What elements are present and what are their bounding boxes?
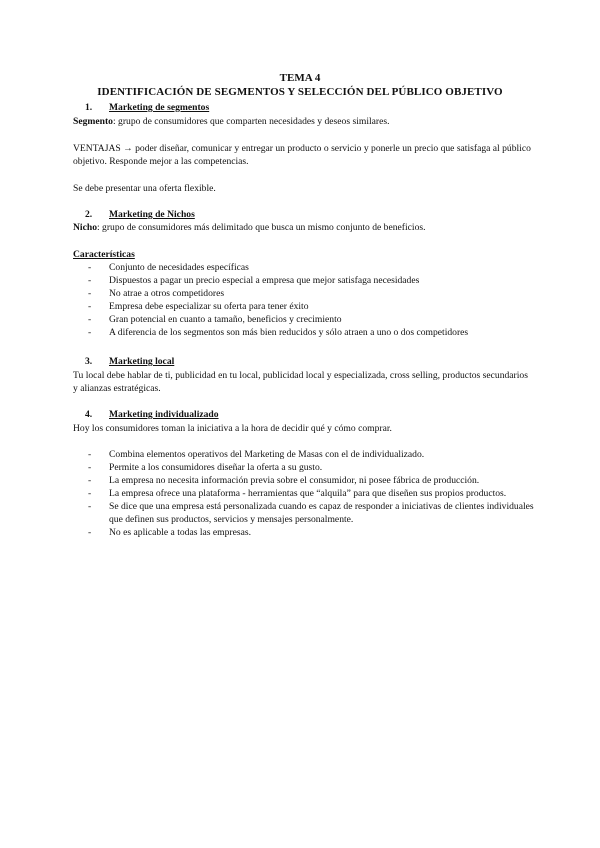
- bullet-dash: -: [88, 301, 92, 312]
- list-item: [88, 287, 538, 300]
- list-item: [88, 261, 538, 274]
- individual-marketing-list: [88, 448, 538, 539]
- bullet-dash: -: [88, 488, 92, 499]
- list-item-text: Se dice que una empresa está personalizada cuando es capaz de responder a iniciativas de clientes individuales que definen sus productos, servicios y mensajes personalmente.: [109, 501, 534, 525]
- list-item: [88, 526, 538, 539]
- section-number: 4.: [85, 409, 93, 420]
- section-number: 3.: [85, 356, 93, 367]
- characteristics-list: [88, 261, 538, 339]
- segment-definition: [73, 115, 535, 128]
- section-title: Marketing local: [109, 356, 175, 367]
- list-item-text: Gran potencial en cuanto a tamaño, beneficios y crecimiento: [109, 314, 342, 325]
- list-item-text: Permite a los consumidores diseñar la oferta a su gusto.: [109, 462, 323, 473]
- section-number: 1.: [85, 102, 93, 113]
- list-item: [88, 274, 538, 287]
- page-title: IDENTIFICACIÓN DE SEGMENTOS Y SELECCIÓN DEL PÚBLICO OBJETIVO: [97, 86, 503, 98]
- bullet-dash: -: [88, 527, 92, 538]
- section-title: Marketing de segmentos: [109, 102, 210, 113]
- section-title: Marketing individualizado: [109, 409, 219, 420]
- section-title: Marketing de Nichos: [109, 209, 195, 220]
- bullet-dash: -: [88, 501, 92, 512]
- list-item-text: Combina elementos operativos del Marketing de Masas con el de individualizado.: [109, 449, 425, 460]
- bullet-dash: -: [88, 449, 92, 460]
- list-item-text: La empresa ofrece una plataforma - herramientas que “alquila” para que diseñen sus propios productos.: [109, 488, 507, 499]
- bullet-dash: -: [88, 275, 92, 286]
- definition-text: : grupo de consumidores más delimitado que busca un mismo conjunto de beneficios.: [96, 222, 426, 233]
- definition-text: : grupo de consumidores que comparten necesidades y deseos similares.: [112, 116, 390, 127]
- bullet-dash: -: [88, 475, 92, 486]
- bullet-dash: -: [88, 262, 92, 273]
- section-number: 2.: [85, 209, 93, 220]
- ventajas-paragraph: VENTAJAS → poder diseñar, comunicar y entregar un producto o servicio y ponerle un precio que satisfaga al público objetivo. Responde mejor a las competencias.: [73, 143, 531, 167]
- list-item-text: No atrae a otros competidores: [109, 288, 225, 299]
- list-item: [88, 474, 538, 487]
- list-item: [88, 487, 538, 500]
- bullet-dash: -: [88, 288, 92, 299]
- list-item: [88, 500, 538, 526]
- list-item-text: A diferencia de los segmentos son más bien reducidos y sólo atraen a uno o dos competidores: [109, 327, 469, 338]
- individual-marketing-intro: Hoy los consumidores toman la iniciativa a la hora de decidir qué y cómo comprar.: [73, 423, 392, 434]
- list-item: [88, 300, 538, 313]
- list-item-text: No es aplicable a todas las empresas.: [109, 527, 251, 538]
- list-item-text: Empresa debe especializar su oferta para tener éxito: [109, 301, 309, 312]
- local-marketing-paragraph: Tu local debe hablar de ti, publicidad en tu local, publicidad local y especializada, cross selling, productos secundarios y alianzas estratégicas.: [73, 370, 528, 394]
- bullet-dash: -: [88, 327, 92, 338]
- characteristics-subheading: Características: [73, 249, 135, 260]
- topic-number: TEMA 4: [279, 72, 321, 84]
- bullet-dash: -: [88, 314, 92, 325]
- list-item: [88, 326, 538, 339]
- list-item: [88, 448, 538, 461]
- flexible-offer-note: Se debe presentar una oferta flexible.: [73, 183, 216, 194]
- definition-term: Nicho: [73, 222, 97, 233]
- bullet-dash: -: [88, 462, 92, 473]
- list-item-text: Dispuestos a pagar un precio especial a empresa que mejor satisfaga necesidades: [109, 275, 420, 286]
- definition-term: Segmento: [73, 116, 113, 127]
- list-item: [88, 461, 538, 474]
- list-item-text: La empresa no necesita información previa sobre el consumidor, ni posee fábrica de producción.: [109, 475, 480, 486]
- niche-definition: [73, 221, 535, 234]
- list-item-text: Conjunto de necesidades específicas: [109, 262, 249, 273]
- list-item: [88, 313, 538, 326]
